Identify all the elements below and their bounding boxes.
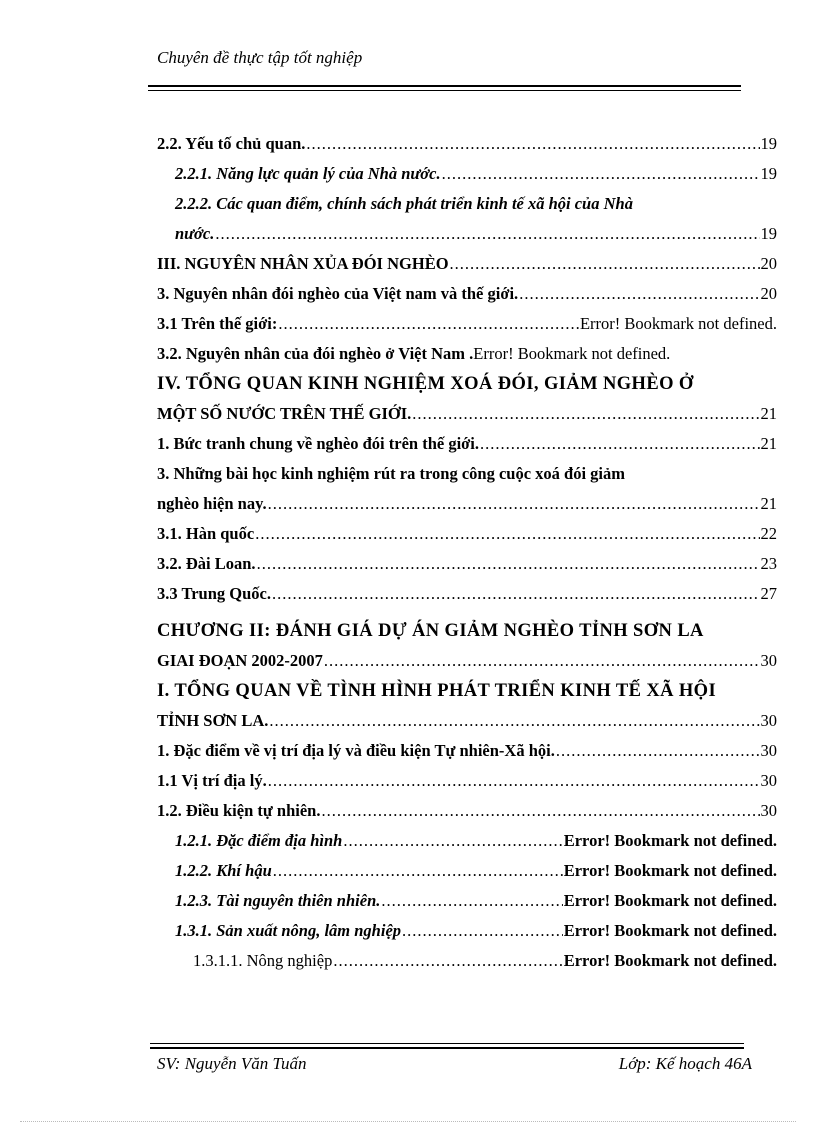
- toc-entry[interactable]: [157, 766, 777, 796]
- toc-entry[interactable]: [157, 646, 777, 676]
- toc-entry[interactable]: [157, 249, 777, 279]
- toc-entry-text: 3.1. Hàn quốc: [157, 524, 255, 543]
- toc-page-number: 30: [760, 651, 777, 670]
- toc-entry-text: I. TỔNG QUAN VỀ TÌNH HÌNH PHÁT TRIỂN KINH TẾ XÃ HỘI: [157, 681, 717, 701]
- toc-entry-text: 1.2. Điều kiện tự nhiên.: [157, 801, 321, 820]
- header-rule-thin: [148, 90, 741, 91]
- toc-page-number: Error! Bookmark not defined.: [563, 891, 777, 910]
- toc-entry-text: 3. Nguyên nhân đói nghèo của Việt nam và thế giới.: [157, 284, 519, 303]
- toc-entry-text: 1.3.1.1. Nông nghiệp: [193, 951, 333, 970]
- toc-dot-leader: [402, 916, 563, 946]
- toc-entry[interactable]: [157, 916, 777, 946]
- toc-entry-text: GIAI ĐOẠN 2002-2007: [157, 651, 323, 670]
- toc-dot-leader: [278, 309, 579, 339]
- toc-entry[interactable]: [157, 616, 777, 646]
- toc-page-number: Error! Bookmark not defined.: [563, 921, 777, 940]
- toc-entry[interactable]: [157, 519, 777, 549]
- page-header-title: Chuyên đề thực tập tốt nghiệp: [157, 48, 363, 67]
- toc-entry[interactable]: [157, 676, 777, 706]
- toc-dot-leader: [450, 249, 760, 279]
- toc-dot-leader: [343, 826, 562, 856]
- toc-entry[interactable]: [157, 579, 777, 609]
- toc-entry-text: 1.2.1. Đặc điểm địa hình: [175, 831, 343, 850]
- toc-entry-text: TỈNH SƠN LA.: [157, 711, 269, 730]
- toc-entry[interactable]: [157, 369, 777, 399]
- toc-entry-text: 3. Những bài học kinh nghiệm rút ra trong công cuộc xoá đói giảm: [157, 464, 625, 483]
- toc-entry-text: MỘT SỐ NƯỚC TRÊN THẾ GIỚI.: [157, 404, 412, 423]
- toc-entry[interactable]: [157, 309, 777, 339]
- toc-entry-text: nước.: [175, 224, 215, 243]
- toc-entry-text: CHƯƠNG II: ĐÁNH GIÁ DỰ ÁN GIẢM NGHÈO TỈNH SƠN LA: [157, 621, 704, 641]
- toc-dot-leader: [324, 646, 760, 676]
- toc-entry-text: 2.2.1. Năng lực quản lý của Nhà nước.: [175, 164, 441, 183]
- toc-entry-text: 3.2. Đài Loan.: [157, 554, 256, 573]
- toc-entry-text: 3.3 Trung Quốc.: [157, 584, 271, 603]
- toc-page-number: Error! Bookmark not defined.: [473, 344, 671, 363]
- toc-page-number: Error! Bookmark not defined.: [563, 831, 777, 850]
- toc-page-number: 30: [760, 801, 777, 820]
- toc-entry-text: 1.2.3. Tài nguyên thiên nhiên.: [175, 891, 381, 910]
- toc-page-number: 30: [760, 741, 777, 760]
- toc-dot-leader: [255, 519, 759, 549]
- toc-page-number: Error! Bookmark not defined.: [563, 951, 777, 970]
- toc-page-number: 23: [760, 554, 777, 573]
- toc-dot-leader: [442, 159, 760, 189]
- toc-entry-text: 1.2.2. Khí hậu: [175, 861, 272, 880]
- toc-dot-leader: [306, 129, 759, 159]
- toc-entry[interactable]: [157, 489, 777, 519]
- toc-entry[interactable]: [157, 946, 777, 976]
- toc-page-number: 21: [760, 404, 777, 423]
- toc-dot-leader: [269, 706, 759, 736]
- toc-page-number: 19: [760, 224, 777, 243]
- footer-rule-thick: [150, 1047, 744, 1049]
- toc-page-number: Error! Bookmark not defined.: [579, 314, 777, 333]
- toc-entry-text: 2.2. Yếu tố chủ quan.: [157, 134, 306, 153]
- toc-entry-text: 1.1 Vị trí địa lý.: [157, 771, 267, 790]
- toc-page-number: 27: [760, 584, 777, 603]
- toc-dot-leader: [268, 766, 760, 796]
- footer-class-name: Lớp: Kế hoạch 46A: [618, 1054, 752, 1073]
- toc-page-number: 20: [760, 284, 777, 303]
- toc-dot-leader: [268, 489, 760, 519]
- toc-dot-leader: [333, 946, 562, 976]
- toc-dot-leader: [273, 856, 563, 886]
- footer-student-name: SV: Nguyễn Văn Tuấn: [157, 1054, 307, 1073]
- toc-dot-leader: [257, 549, 760, 579]
- toc-page-number: 22: [760, 524, 777, 543]
- toc-entry-text: 1.3.1. Sản xuất nông, lâm nghiệp: [175, 921, 402, 940]
- toc-dot-leader: [519, 279, 759, 309]
- toc-page-number: 30: [760, 771, 777, 790]
- header-rule-thick: [148, 85, 741, 87]
- toc-entry[interactable]: [157, 796, 777, 826]
- toc-entry-text: 2.2.2. Các quan điểm, chính sách phát triển kinh tế xã hội của Nhà: [175, 194, 633, 213]
- toc-entry[interactable]: [157, 189, 777, 219]
- toc-entry-text: 3.1 Trên thế giới:: [157, 314, 278, 333]
- toc-entry[interactable]: [157, 339, 777, 369]
- page-edge-divider: [20, 1121, 796, 1122]
- toc-dot-leader: [381, 886, 562, 916]
- toc-entry[interactable]: [157, 736, 777, 766]
- toc-entry[interactable]: [157, 219, 777, 249]
- toc-entry[interactable]: [157, 549, 777, 579]
- toc-page-number: 21: [760, 494, 777, 513]
- toc-entry-text: 3.2. Nguyên nhân của đói nghèo ở Việt Nam .: [157, 344, 474, 363]
- toc-entry-text: 1. Bức tranh chung về nghèo đói trên thế giới.: [157, 434, 480, 453]
- toc-dot-leader: [480, 429, 759, 459]
- toc-dot-leader: [321, 796, 759, 826]
- toc-page-number: 30: [760, 711, 777, 730]
- toc-page-number: 19: [760, 164, 777, 183]
- toc-entry-text: IV. TỔNG QUAN KINH NGHIỆM XOÁ ĐÓI, GIẢM NGHÈO Ở: [157, 374, 694, 394]
- toc-page-number: 20: [760, 254, 777, 273]
- toc-entry-text: 1. Đặc điểm về vị trí địa lý và điều kiện Tự nhiên-Xã hội.: [157, 741, 555, 760]
- toc-entry[interactable]: [157, 706, 777, 736]
- toc-dot-leader: [215, 219, 759, 249]
- toc-entry[interactable]: [157, 129, 777, 159]
- toc-page-number: Error! Bookmark not defined.: [563, 861, 777, 880]
- toc-page-number: 21: [760, 434, 777, 453]
- toc-entry[interactable]: [157, 886, 777, 916]
- toc-dot-leader: [272, 579, 760, 609]
- toc-entry[interactable]: [157, 159, 777, 189]
- toc-dot-leader: [412, 399, 759, 429]
- table-of-contents: [157, 129, 777, 976]
- toc-entry[interactable]: [157, 459, 777, 489]
- toc-entry[interactable]: [157, 826, 777, 856]
- toc-entry[interactable]: [157, 399, 777, 429]
- toc-entry[interactable]: [157, 856, 777, 886]
- toc-dot-leader: [556, 736, 760, 766]
- toc-entry-text: nghèo hiện nay.: [157, 494, 267, 513]
- toc-entry[interactable]: [157, 279, 777, 309]
- footer-rule-thin: [150, 1043, 744, 1044]
- toc-entry[interactable]: [157, 429, 777, 459]
- toc-entry-text: III. NGUYÊN NHÂN XỦA ĐÓI NGHÈO: [157, 254, 449, 273]
- toc-page-number: 19: [760, 134, 777, 153]
